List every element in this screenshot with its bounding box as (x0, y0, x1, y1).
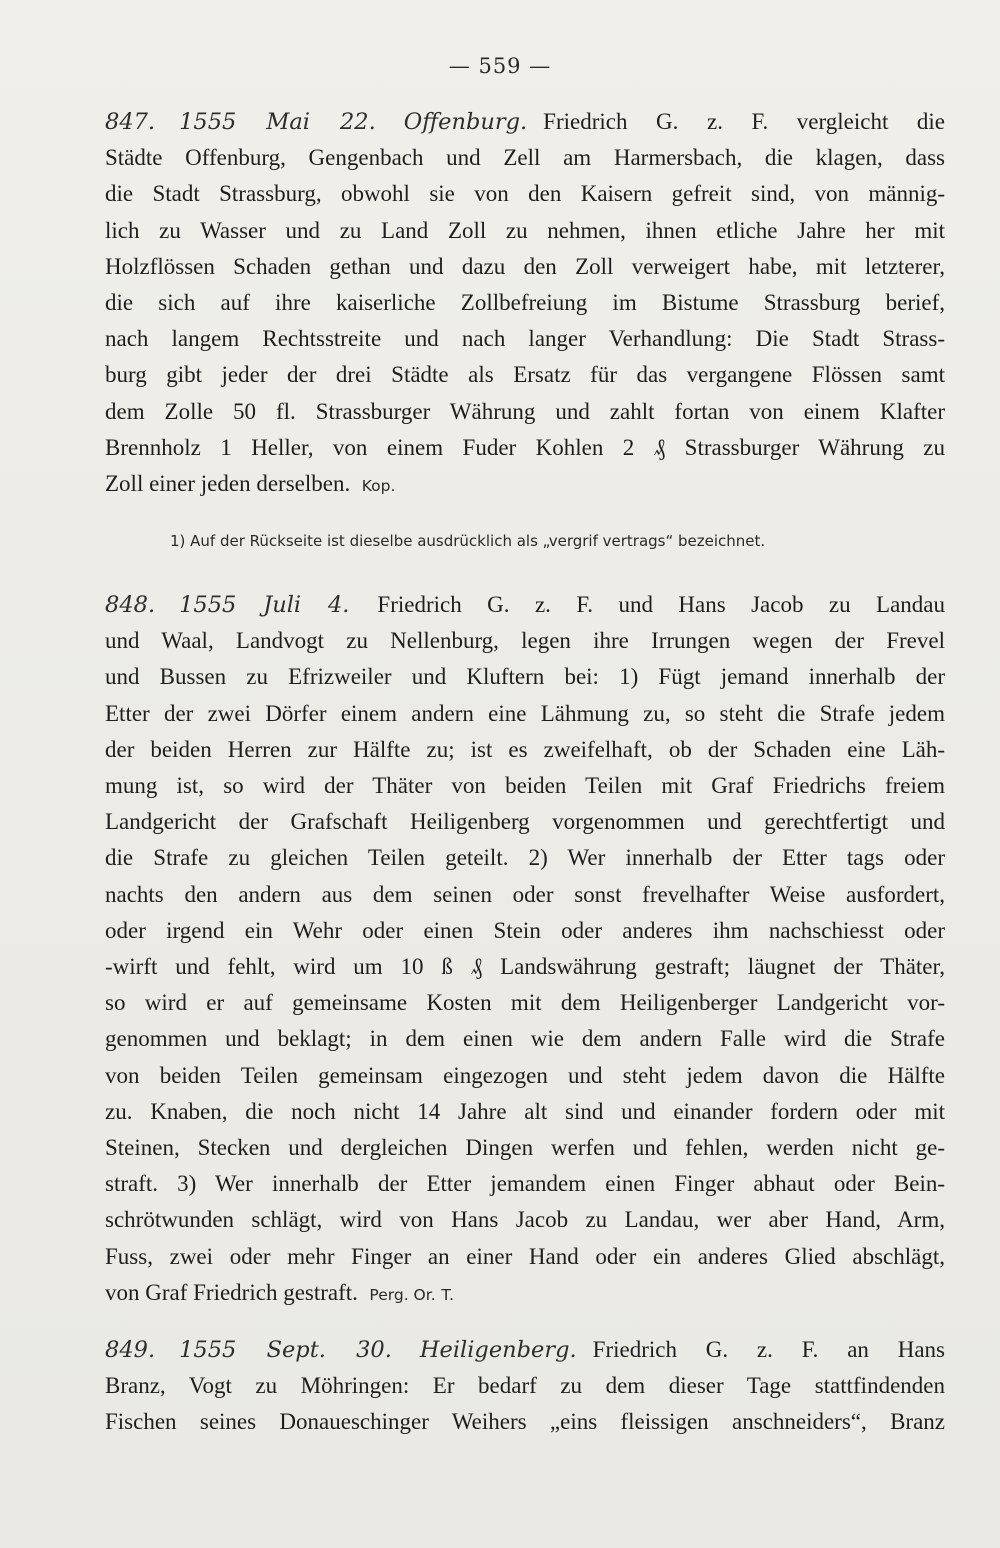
entry-text-line: Friedrich G. z. F. und Hans Jacob zu Landau (377, 592, 946, 617)
entry-number: 847. (105, 109, 156, 135)
entry-text-line: Städte Offenburg, Gengenbach und Zell am Harmersbach, die klagen, dass (105, 145, 945, 171)
entry-header (105, 592, 377, 618)
entry-text-line: die sich auf ihre kaiserliche Zollbefreiung im Bistume Strassburg berief, (105, 290, 945, 316)
entry-date: 1555 Sept. 30. (179, 1337, 392, 1363)
footnote: 1) Auf der Rückseite ist dieselbe ausdrücklich als „vergrif vertrags“ bezeichnet. (170, 532, 766, 550)
entry-text-line: burg gibt jeder der drei Städte als Ersatz für das vergangene Flössen samt (105, 362, 945, 388)
entry-text-line: Branz, Vogt zu Möhringen: Er bedarf zu dem dieser Tage stattfindenden (105, 1373, 945, 1399)
entry-place: Offenburg. (403, 109, 528, 135)
entry-text-line: -wirft und fehlt, wird um 10 ß ₰ Landswährung gestraft; läugnet der Thäter, (105, 954, 945, 980)
entry-text-line: Brennholz 1 Heller, von einem Fuder Kohlen 2 ₰ Strassburger Währung zu (105, 434, 945, 460)
entry-source: Kop. (361, 477, 396, 496)
entry-date: 1555 Mai 22. (179, 109, 376, 135)
entry-848 (105, 587, 945, 1313)
entry-text-line: und Bussen zu Efrizweiler und Kluftern bei: 1) Fügt jemand innerhalb der (105, 664, 945, 690)
entry-date: 1555 Juli 4. (179, 592, 350, 618)
entry-text-line: genommen und beklagt; in dem einen wie dem andern Falle wird die Strafe (105, 1026, 945, 1052)
entry-text-line: oder irgend ein Wehr oder einen Stein oder anderes ihm nachschiesst oder (105, 917, 945, 943)
entry-text-line: Holzflössen Schaden gethan und dazu den Zoll verweigert habe, mit letzterer, (105, 253, 945, 279)
page-number: — 559 — (448, 54, 552, 78)
entry-header (105, 1337, 593, 1363)
entry-text-line: Zoll einer jeden derselben. (105, 471, 351, 497)
entry-text-line: Friedrich G. z. F. vergleicht die (543, 109, 946, 134)
entry-header (105, 109, 543, 135)
entry-number: 849. (105, 1337, 156, 1363)
entry-source: Perg. Or. (369, 1285, 436, 1304)
entry-text-line: nach langem Rechtsstreite und nach langer Verhandlung: Die Stadt Strass- (105, 326, 945, 352)
entry-text-line: Landgericht der Grafschaft Heiligenberg vorgenommen und gerechtfertigt und (105, 809, 945, 835)
entry-text-line: schrötwunden schlägt, wird von Hans Jacob zu Landau, wer aber Hand, Arm, (105, 1207, 945, 1233)
entry-847 (105, 104, 945, 504)
entry-text-line: der beiden Herren zur Hälfte zu; ist es zweifelhaft, ob der Schaden eine Läh- (105, 736, 945, 762)
entry-849 (105, 1332, 945, 1441)
entry-text-line: Friedrich G. z. F. an Hans (592, 1337, 945, 1362)
entry-text-line: die Strafe zu gleichen Teilen geteilt. 2) Wer innerhalb der Etter tags oder (105, 845, 945, 871)
entry-text-line: so wird er auf gemeinsame Kosten mit dem Heiligenberger Landgericht vor- (105, 990, 945, 1016)
entry-text-line: dem Zolle 50 fl. Strassburger Währung und zahlt fortan von einem Klafter (105, 398, 945, 424)
entry-text-line: die Stadt Strassburg, obwohl sie von den Kaisern gefreit sind, von männig- (105, 181, 945, 207)
entry-text-line: von Graf Friedrich gestraft. (105, 1279, 358, 1305)
entry-text-line: Fuss, zwei oder mehr Finger an einer Hand oder ein anderes Glied abschlägt, (105, 1243, 945, 1269)
entry-text-line: und Waal, Landvogt zu Nellenburg, legen ihre Irrungen wegen der Frevel (105, 628, 945, 654)
entry-text-line: Fischen seines Donaueschinger Weihers „eins fleissigen anschneiders“, Branz (105, 1409, 945, 1435)
entry-text-line: lich zu Wasser und zu Land Zoll zu nehmen, ihnen etliche Jahre her mit (105, 217, 945, 243)
entry-number: 848. (105, 592, 156, 618)
entry-text-line: nachts den andern aus dem seinen oder sonst frevelhafter Weise ausfordert, (105, 881, 945, 907)
entry-text-line: mung ist, so wird der Thäter von beiden Teilen mit Graf Friedrichs freiem (105, 773, 945, 799)
entry-text-line: von beiden Teilen gemeinsam eingezogen und steht jedem davon die Hälfte (105, 1062, 945, 1088)
entry-text-line: Etter der zwei Dörfer einem andern eine Lähmung zu, so steht die Strafe jedem (105, 700, 945, 726)
entry-signature: T. (441, 1285, 454, 1304)
entry-text-line: Steinen, Stecken und dergleichen Dingen werfen und fehlen, werden nicht ge- (105, 1135, 945, 1161)
entry-text-line: straft. 3) Wer innerhalb der Etter jemandem einen Finger abhaut oder Bein- (105, 1171, 945, 1197)
entry-text-line: zu. Knaben, die noch nicht 14 Jahre alt sind und einander fordern oder mit (105, 1098, 945, 1124)
entry-place: Heiligenberg. (419, 1337, 577, 1363)
